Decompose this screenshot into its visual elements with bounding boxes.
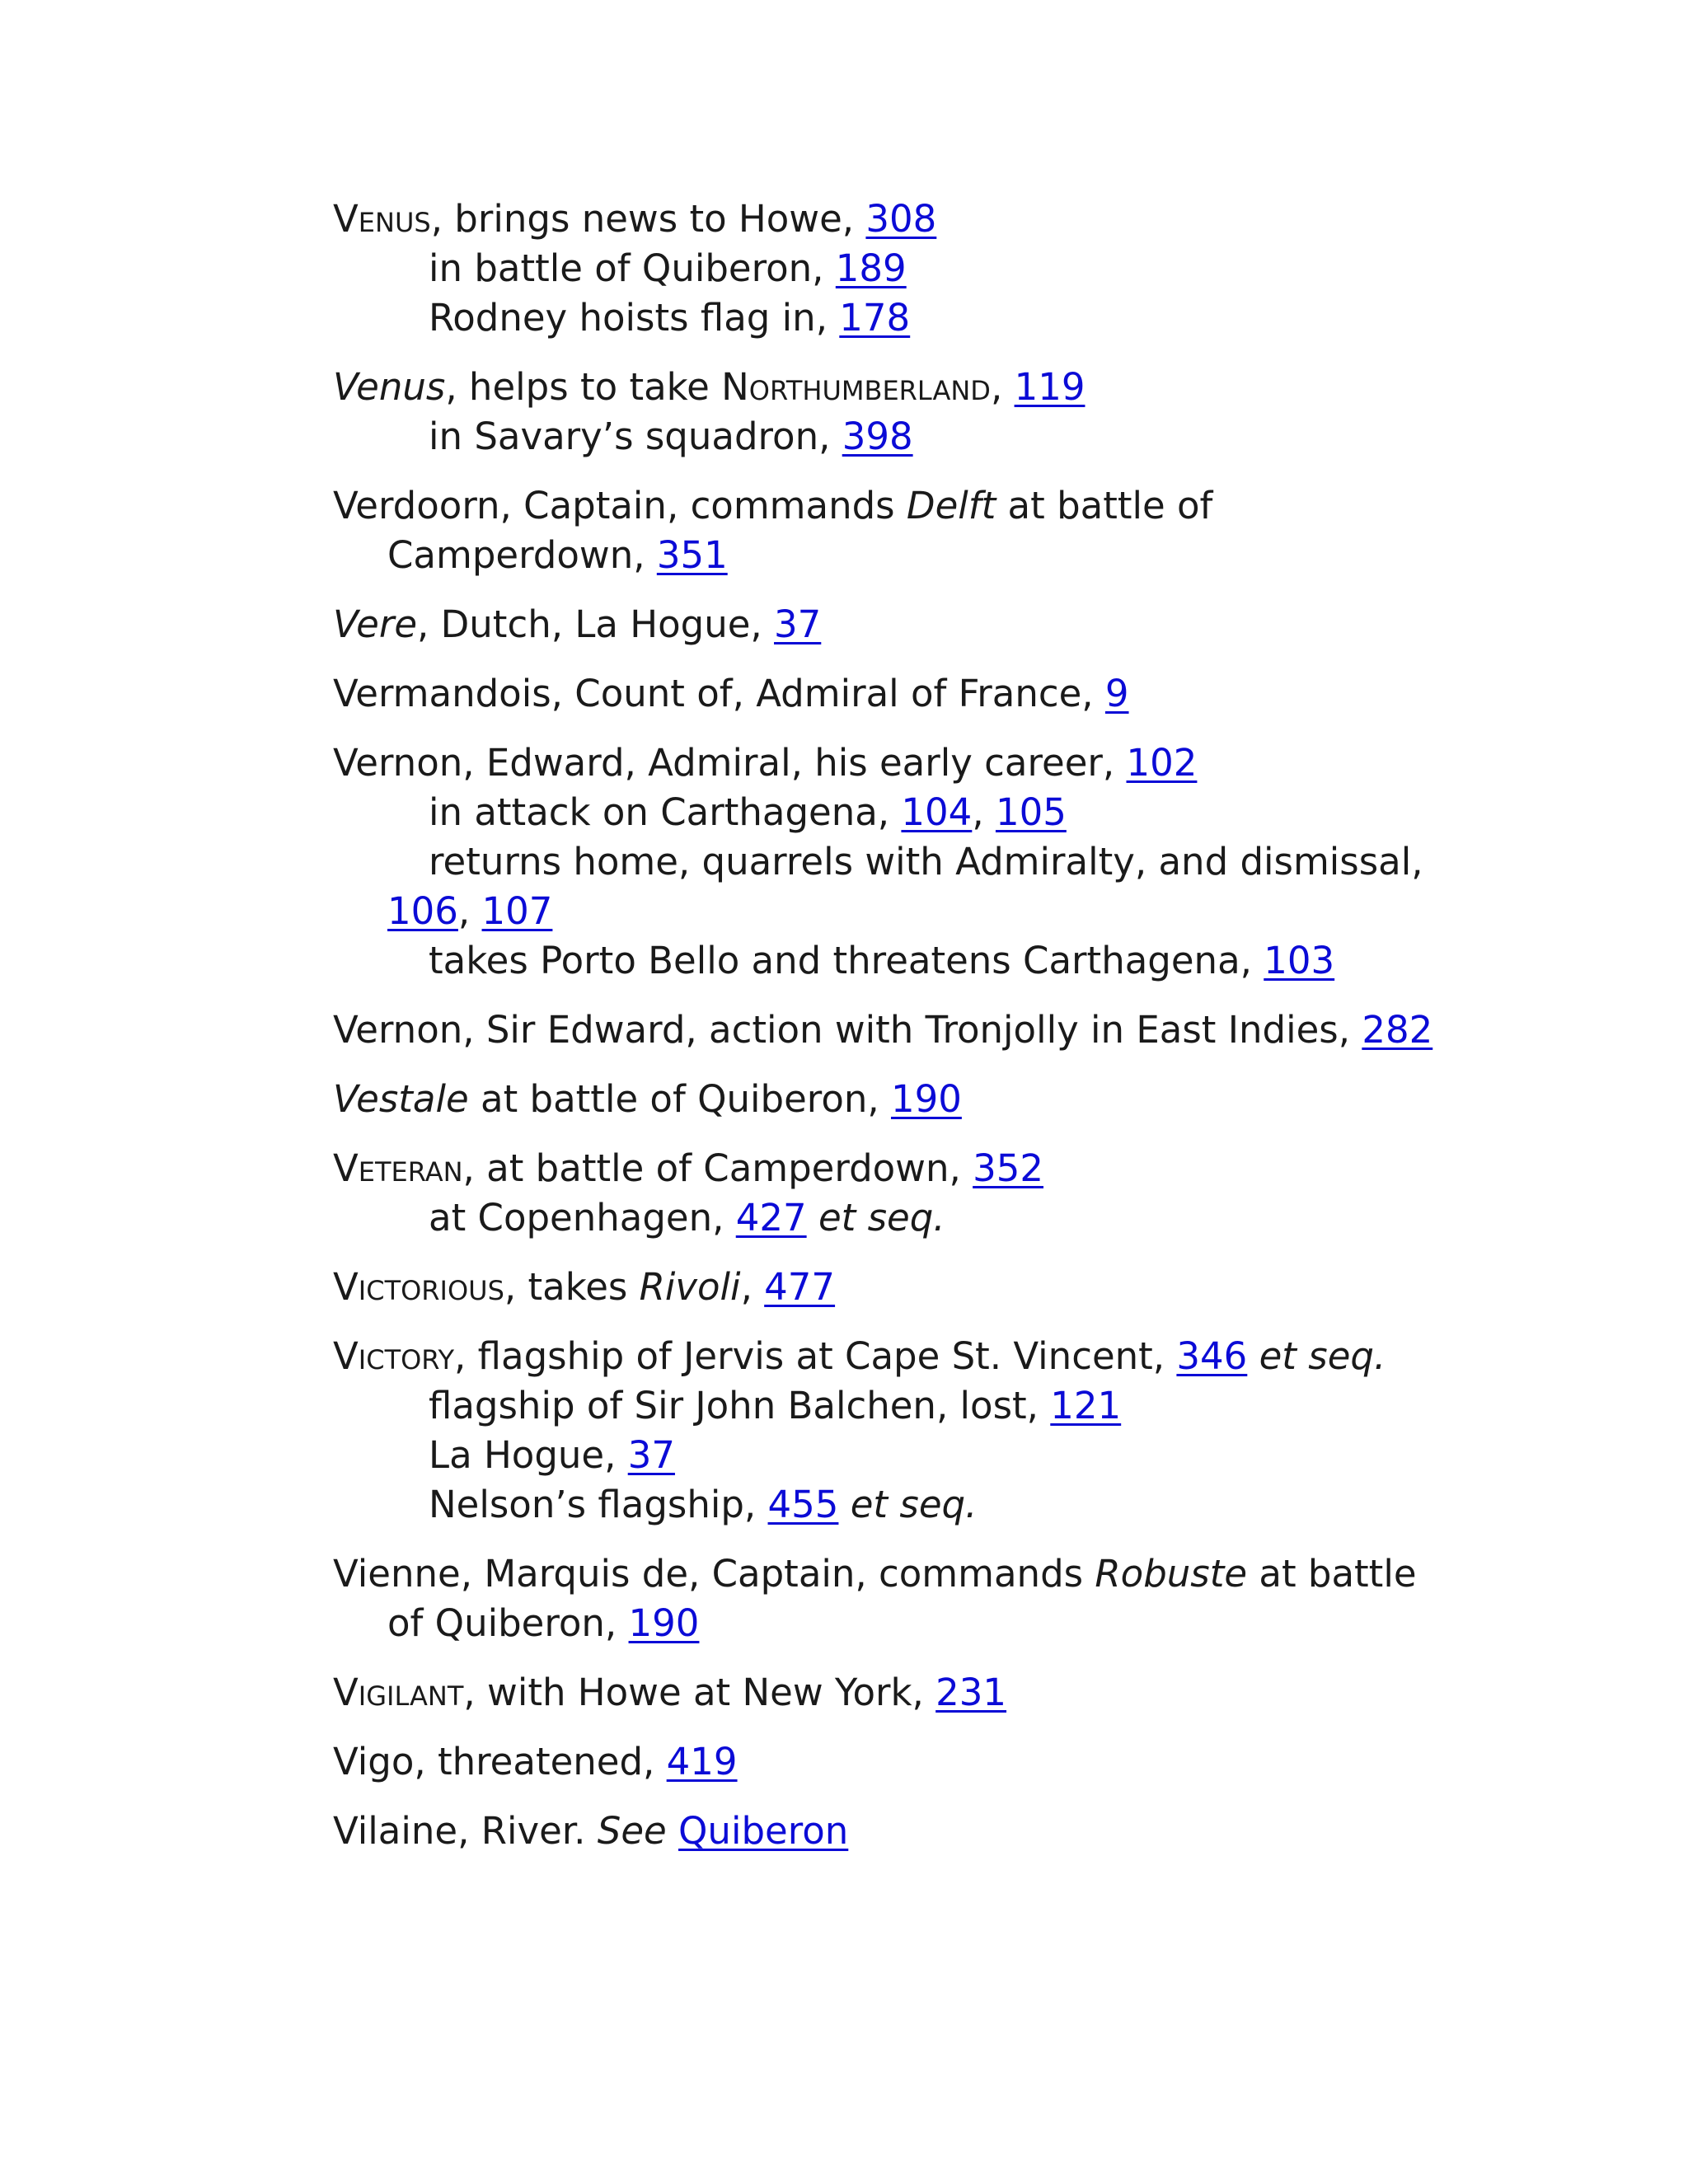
index-entry: [333, 1737, 1503, 1787]
entry-text: [807, 1196, 818, 1240]
index-entry: [333, 1005, 1503, 1055]
index-subentry-line: [333, 412, 1503, 462]
ship-name-text: Veteran: [333, 1146, 463, 1190]
entry-text: , helps to take: [445, 365, 722, 409]
page-reference-link[interactable]: 37: [627, 1433, 675, 1477]
italic-text: et seq.: [818, 1196, 945, 1240]
index-heading-line: [333, 1807, 1503, 1856]
entry-text: Rodney hoists flag in,: [429, 296, 840, 340]
italic-text: Vere: [333, 602, 418, 646]
index-entry: [333, 194, 1503, 343]
index-continuation-line: [333, 1599, 1503, 1648]
index-subentry-line: [333, 1431, 1503, 1480]
page-reference-link[interactable]: 103: [1264, 939, 1335, 982]
entry-text: [667, 1809, 678, 1853]
page-reference-link[interactable]: 282: [1362, 1008, 1433, 1052]
entry-text: [838, 1483, 850, 1526]
entry-text: at battle of Quiberon,: [468, 1077, 891, 1121]
italic-text: See: [597, 1809, 667, 1853]
index-subentry-line: [333, 1193, 1503, 1243]
index-heading-line: [333, 363, 1503, 412]
entry-text: ,: [990, 365, 1015, 409]
italic-text: et seq.: [850, 1483, 978, 1526]
page-reference-link[interactable]: 189: [835, 246, 907, 290]
index-continuation-line: [333, 531, 1503, 580]
italic-text: Rivoli: [639, 1265, 741, 1309]
page-reference-link[interactable]: 106: [387, 889, 458, 933]
ship-name-text: Northumberland: [721, 365, 991, 409]
entry-text: in battle of Quiberon,: [429, 246, 836, 290]
entry-text: at Copenhagen,: [429, 1196, 736, 1240]
page-reference-link[interactable]: 351: [656, 533, 728, 577]
page-reference-link[interactable]: 37: [774, 602, 822, 646]
index-entry: [333, 1332, 1503, 1530]
entry-text: at battle of: [996, 484, 1213, 527]
entry-text: Camperdown,: [387, 533, 657, 577]
entry-text: , brings news to Howe,: [430, 197, 866, 241]
page-reference-link[interactable]: Quiberon: [678, 1809, 849, 1853]
index-heading-line: [333, 600, 1503, 649]
index-heading-line: [333, 194, 1503, 244]
page-reference-link[interactable]: 105: [995, 790, 1067, 834]
page-reference-link[interactable]: 119: [1014, 365, 1085, 409]
entry-text: ,: [457, 889, 482, 933]
index-heading-line: [333, 1737, 1503, 1787]
page-reference-link[interactable]: 455: [767, 1483, 839, 1526]
italic-text: Vestale: [333, 1077, 469, 1121]
index-heading-line: [333, 481, 1503, 531]
index-entry: [333, 738, 1503, 986]
index-entry: [333, 363, 1503, 462]
page-reference-link[interactable]: 9: [1104, 672, 1129, 715]
page-reference-link[interactable]: 178: [839, 296, 911, 340]
index-entry: [333, 600, 1503, 649]
index-entry: [333, 1807, 1503, 1856]
index-entry: [333, 1075, 1503, 1124]
entry-text: , Dutch, La Hogue,: [417, 602, 775, 646]
page-reference-link[interactable]: 308: [865, 197, 937, 241]
ship-name-text: Vigilant: [333, 1671, 464, 1714]
page-reference-link[interactable]: 190: [628, 1601, 700, 1645]
entry-text: in attack on Carthagena,: [429, 790, 902, 834]
index-heading-line: [333, 738, 1503, 788]
italic-text: Delft: [906, 484, 996, 527]
index-entry: [333, 1144, 1503, 1243]
index-heading-line: [333, 1005, 1503, 1055]
italic-text: Venus: [333, 365, 446, 409]
ship-name-text: Victorious: [333, 1265, 504, 1309]
index-heading-line: [333, 669, 1503, 719]
index-heading-line: [333, 1549, 1503, 1599]
entry-text: , flagship of Jervis at Cape St. Vincent,: [454, 1334, 1177, 1378]
page-reference-link[interactable]: 107: [481, 889, 553, 933]
index-continuation-line: [333, 887, 1503, 936]
ship-name-text: Venus: [333, 197, 431, 241]
entry-text: La Hogue,: [429, 1433, 628, 1477]
index-heading-line: [333, 1263, 1503, 1312]
index-entry: [333, 669, 1503, 719]
entry-text: returns home, quarrels with Admiralty, and dismissal,: [429, 840, 1423, 883]
page-reference-link[interactable]: 190: [890, 1077, 962, 1121]
entry-text: Vermandois, Count of, Admiral of France,: [333, 672, 1105, 715]
page-reference-link[interactable]: 352: [973, 1146, 1044, 1190]
entry-text: at battle: [1247, 1552, 1417, 1596]
entry-text: , with Howe at New York,: [463, 1671, 936, 1714]
index-subentry-line: [333, 936, 1503, 986]
italic-text: Robuste: [1095, 1552, 1248, 1596]
ship-name-text: Victory: [333, 1334, 455, 1378]
index-subentry-line: [333, 1381, 1503, 1431]
index-heading-line: [333, 1144, 1503, 1193]
entry-text: in Savary’s squadron,: [429, 415, 842, 458]
index-subentry-line: [333, 293, 1503, 343]
entry-text: flagship of Sir John Balchen, lost,: [429, 1384, 1051, 1427]
page-reference-link[interactable]: 104: [901, 790, 973, 834]
entry-text: Nelson’s flagship,: [429, 1483, 768, 1526]
index-heading-line: [333, 1332, 1503, 1381]
entry-text: Vernon, Edward, Admiral, his early career,: [333, 741, 1127, 785]
entry-text: Vigo, threatened,: [333, 1740, 667, 1783]
entry-text: of Quiberon,: [387, 1601, 629, 1645]
entry-text: [1247, 1334, 1259, 1378]
page-reference-link[interactable]: 398: [842, 415, 913, 458]
index-subentry-line: [333, 1480, 1503, 1530]
index-entry: [333, 481, 1503, 580]
page-reference-link[interactable]: 121: [1050, 1384, 1122, 1427]
entry-text: Verdoorn, Captain, commands: [333, 484, 907, 527]
entry-text: ,: [740, 1265, 765, 1309]
entry-text: ,: [972, 790, 996, 834]
index-heading-line: [333, 1668, 1503, 1718]
entry-text: , takes: [504, 1265, 640, 1309]
index-entry: [333, 1668, 1503, 1718]
page-reference-link[interactable]: 477: [764, 1265, 836, 1309]
page-reference-link[interactable]: 231: [935, 1671, 1007, 1714]
index-subentry-line: [333, 244, 1503, 293]
italic-text: et seq.: [1259, 1334, 1386, 1378]
index-entry: [333, 1263, 1503, 1312]
index-subentry-line: [333, 788, 1503, 837]
entry-text: Vernon, Sir Edward, action with Tronjolly in East Indies,: [333, 1008, 1362, 1052]
index-page: [333, 194, 1503, 1876]
index-entry: [333, 1549, 1503, 1648]
index-heading-line: [333, 1075, 1503, 1124]
page-reference-link[interactable]: 346: [1176, 1334, 1248, 1378]
entry-text: Vilaine, River.: [333, 1809, 598, 1853]
entry-text: Vienne, Marquis de, Captain, commands: [333, 1552, 1095, 1596]
page-reference-link[interactable]: 427: [735, 1196, 807, 1240]
entry-text: takes Porto Bello and threatens Carthagena,: [429, 939, 1264, 982]
index-subentry-line: [333, 837, 1503, 887]
page-reference-link[interactable]: 419: [666, 1740, 738, 1783]
page-reference-link[interactable]: 102: [1126, 741, 1198, 785]
entry-text: , at battle of Camperdown,: [462, 1146, 973, 1190]
